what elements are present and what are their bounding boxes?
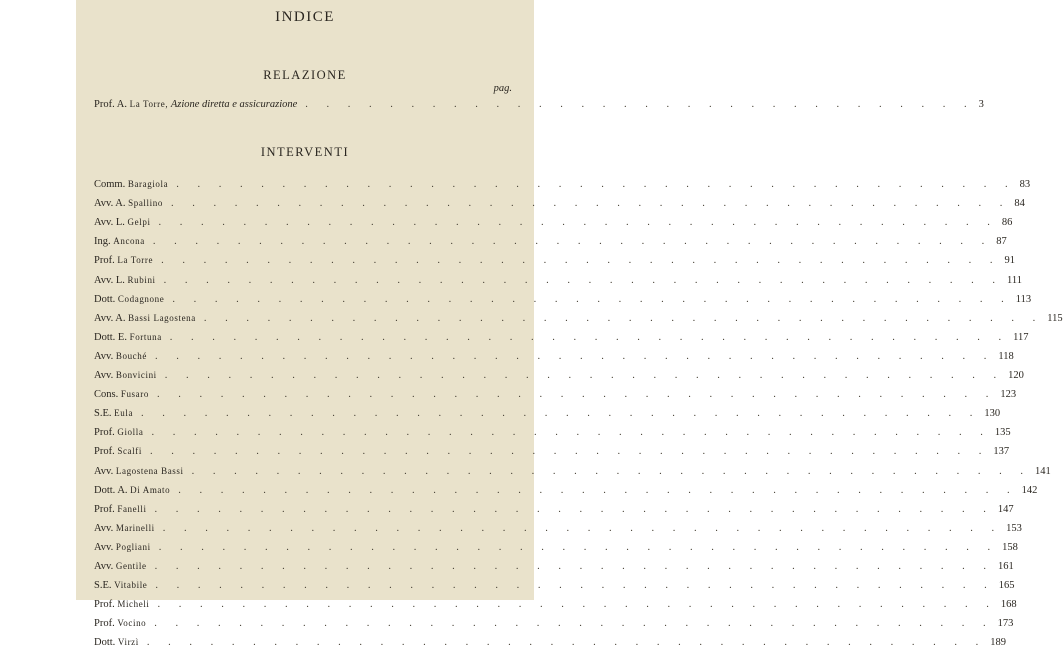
interventi-heading: INTERVENTI <box>260 145 350 159</box>
entry-page: 141 <box>1035 465 1051 477</box>
dot-leader: . . . . . . . . . . . . . . . . . . . . . . . . . . . . . . . . . . . . . . . . <box>178 484 1018 496</box>
dot-leader: . . . . . . . . . . . . . . . . . . . . . . . . . . . . . . . . . . . . . . . . <box>162 522 1003 534</box>
entry-author: Fanelli <box>117 503 147 514</box>
dot-leader: . . . . . . . . . . . . . . . . . . . . . . . . . . . . . . . . . . . . . . . . <box>146 637 987 649</box>
dot-leader: . . . . . . . . . . . . . . . . . . . . . . . . . . . . . . . . . . . . . . . . <box>149 446 990 458</box>
entry-prefix: S.E. <box>94 580 115 592</box>
entry-author: Fortuna <box>129 331 162 342</box>
dot-leader: . . . . . . . . . . . . . . . . . . . . . . . . . . . . . . . . . . . . . . . . <box>154 561 994 572</box>
dot-leader: . . . . . . . . . . . . . . . . . . . . . . . . . . . . . . . . . . . . . . . . <box>154 350 995 362</box>
dot-leader: . . . . . . . . . . . . . . . . . . . . . . . . . . . . . . . . . . . . . . . . <box>152 236 993 248</box>
dot-leader: . . . . . . . . . . . . . . . . . . . . . . . . . . . . . . . . . . . . . . . . <box>158 541 999 553</box>
entry-label <box>94 461 184 482</box>
entry-label <box>94 632 139 653</box>
dot-leader: . . . . . . . . . . . . . . . . . . . . . . . . . . . . . . . . . . . . . . . . <box>203 312 1044 324</box>
intervento-entry <box>94 231 1007 251</box>
entry-label <box>94 384 149 405</box>
entry-author: Pogliani <box>115 541 151 552</box>
dot-leader: . . . . . . . . . . . . . . . . . . . . . . . . . . . . . . . . . . . . . . . . <box>172 293 1012 305</box>
entry-page: 91 <box>1004 255 1015 267</box>
entry-label <box>94 441 142 462</box>
entry-page: 117 <box>1013 331 1029 343</box>
entry-author: Fusaro <box>120 389 149 400</box>
dot-leader: . . . . . . . . . . . . . . . . . . . . . . . . . . . . . . . . . . . . . . . . <box>164 370 1005 381</box>
entry-author: Vitabile <box>114 580 148 591</box>
entry-label <box>94 365 157 386</box>
entry-prefix: Avv. <box>94 522 116 534</box>
book-page <box>76 0 1063 649</box>
dot-leader: . . . . . . . . . . . . . . . . . . . . . . . . . . . . . . . . . . . . . . . . <box>157 599 997 611</box>
entry-label <box>94 518 155 539</box>
entry-author: Bassi Lagostena <box>128 312 196 323</box>
entry-page: 87 <box>996 236 1007 248</box>
intervento-entry <box>94 632 1006 652</box>
intervento-entry <box>94 461 1051 481</box>
entry-author: Codagnone <box>117 293 165 304</box>
entry-label <box>94 537 151 558</box>
entry-prefix: Comm. <box>94 179 128 190</box>
entry-prefix: Cons. <box>94 389 121 401</box>
entry-page: 142 <box>1021 484 1038 496</box>
entry-author: Gelpi <box>127 217 151 228</box>
entry-prefix: Avv. <box>94 561 116 572</box>
entry-prefix: Prof. <box>94 618 118 630</box>
dot-leader: . . . . . . . . . . . . . . . . . . . . . . . . . . . . . . . . . . . . . . . . <box>169 331 1010 343</box>
intervento-entry <box>94 441 1010 461</box>
entry-author: Di Amato <box>130 484 171 495</box>
entry-prefix: Avv. A. <box>94 312 129 324</box>
intervento-entry <box>94 327 1029 347</box>
entry-prefix: Dott. A. <box>94 484 131 496</box>
entry-label <box>94 212 151 233</box>
entry-label <box>94 575 147 596</box>
intervento-entry <box>94 518 1022 538</box>
entry-page: 86 <box>1001 217 1013 229</box>
intervento-entry <box>94 575 1015 595</box>
dot-leader: . . . . . . . . . . . . . . . . . . . . . . . . . . . . . . . . . . . . . . . . <box>191 465 1031 477</box>
dot-leader: . . . . . . . . . . . . . . . . . . . . . . . . . . . . . . . . . . . . . . . . <box>156 389 997 401</box>
relazione-entry <box>94 94 984 114</box>
dot-leader: . . . . . . . . . . . . . . . . . . . . . . . . . . . . . . . . . . . . . . . . <box>154 618 994 630</box>
dot-leader: . . . . . . . . . . . . . . . . . . . . . . . . . . . . . . . . . . . . . . . . <box>163 274 1004 286</box>
entry-author: Bouché <box>115 350 147 361</box>
entry-page: 84 <box>1014 198 1025 210</box>
entry-label <box>94 231 145 252</box>
entry-page: 135 <box>994 427 1011 439</box>
entry-label <box>94 270 156 291</box>
entry-label <box>94 556 147 577</box>
entry-prefix: Prof. <box>94 503 118 515</box>
entry-page: 118 <box>998 350 1014 362</box>
dot-leader: . . . . . . . . . . . . . . . . . . . . . . . . . . . . . . . . . . . . . . . . <box>141 408 981 420</box>
entry-label <box>94 613 146 634</box>
entry-prefix: Prof. <box>94 599 118 611</box>
intervento-entry <box>94 594 1017 614</box>
entry-prefix: Prof. <box>94 427 118 439</box>
entry-label <box>94 422 143 443</box>
entry-page: 111 <box>1007 274 1023 286</box>
entry-author: Eula <box>114 408 134 419</box>
intervento-entry <box>94 193 1025 213</box>
entry-prefix: Prof. <box>94 255 118 267</box>
entry-prefix: Ing. <box>94 236 114 248</box>
entry-prefix: Dott. E. <box>94 331 130 343</box>
entry-page: 161 <box>997 561 1014 572</box>
entry-author: Virzì <box>117 637 139 648</box>
entry-page: 113 <box>1015 293 1032 305</box>
entry-page: 168 <box>1000 599 1017 611</box>
entry-page: 83 <box>1019 179 1031 190</box>
entry-page: 123 <box>1000 389 1017 401</box>
entry-label <box>94 327 162 348</box>
intervento-entry <box>94 422 1011 442</box>
entry-author: La Torre, <box>129 99 169 109</box>
entry-page: 165 <box>998 580 1015 592</box>
entry-label <box>94 174 168 195</box>
entry-prefix: Avv. <box>94 465 116 477</box>
entry-author: Micheli <box>117 599 150 610</box>
entry-label <box>94 250 153 271</box>
entry-author: Baragiola <box>127 179 169 189</box>
intervento-entry <box>94 556 1014 576</box>
intervento-entry <box>94 212 1013 232</box>
entry-prefix: Avv. <box>94 370 116 381</box>
relazione-heading: RELAZIONE <box>263 68 347 82</box>
entry-page: 130 <box>984 408 1001 420</box>
entry-label <box>94 193 163 214</box>
entry-prefix: Prof. A. <box>94 99 130 110</box>
entry-prefix: Dott. <box>94 637 118 649</box>
entry-label <box>94 499 147 520</box>
intervento-entry <box>94 384 1017 404</box>
entry-prefix: Avv. <box>94 350 116 362</box>
entry-page: 189 <box>990 637 1006 649</box>
page-title: INDICE <box>275 9 335 25</box>
dot-leader: . . . . . . . . . . . . . . . . . . . . . . . . . . . . . . . . . . . . . . . . <box>151 427 991 439</box>
entry-work-title: Azione diretta e assicurazione <box>170 99 298 110</box>
entry-label <box>94 594 150 615</box>
entry-author: Ancona <box>113 236 145 247</box>
entry-author: Bonvicini <box>115 370 157 380</box>
dot-leader: . . . . . . . . . . . . . . . . . . . . . . . . . . . . . . . . . . . . . . . . <box>176 179 1016 190</box>
entry-author: Giolla <box>117 427 144 438</box>
intervento-entry <box>94 270 1023 290</box>
intervento-entry <box>94 613 1014 633</box>
entry-label <box>94 94 297 115</box>
dot-leader: . . . . . . . . . . . . . . . . . . . . . . . . . . . . . . . . <box>305 99 975 110</box>
entry-label <box>94 480 170 501</box>
intervento-entry <box>94 308 1063 328</box>
dot-leader: . . . . . . . . . . . . . . . . . . . . . . . . . . . . . . . . . . . . . . . . <box>158 217 998 229</box>
intervento-entry <box>94 289 1032 309</box>
entry-prefix: Dott. <box>94 293 118 305</box>
entry-prefix: Avv. A. <box>94 198 129 210</box>
entry-label <box>94 308 196 329</box>
entry-prefix: Avv. L. <box>94 274 128 286</box>
entry-prefix: Prof. <box>94 446 118 458</box>
dot-leader: . . . . . . . . . . . . . . . . . . . . . . . . . . . . . . . . . . . . . . . . <box>154 503 994 515</box>
entry-label <box>94 346 147 367</box>
entry-page: 137 <box>993 446 1010 458</box>
dot-leader: . . . . . . . . . . . . . . . . . . . . . . . . . . . . . . . . . . . . . . . . <box>155 580 995 592</box>
intervento-entry <box>94 480 1038 500</box>
entry-page: 173 <box>997 618 1014 630</box>
entry-author: Spallino <box>128 198 163 209</box>
entry-author: Vocino <box>117 618 147 629</box>
entry-label <box>94 289 164 310</box>
entry-page: 115 <box>1047 312 1063 324</box>
entry-page: 153 <box>1006 522 1022 534</box>
entry-prefix: S.E. <box>94 408 115 420</box>
entry-author: Gentile <box>115 561 147 571</box>
entry-author: Rubini <box>127 274 156 285</box>
entry-page: 3 <box>978 99 984 110</box>
entry-page: 158 <box>1002 541 1018 553</box>
intervento-entry <box>94 499 1014 519</box>
entry-page: 147 <box>997 503 1014 515</box>
intervento-entry <box>94 365 1024 385</box>
intervento-entry <box>94 174 1031 194</box>
entry-page: 120 <box>1008 370 1024 381</box>
dot-leader: . . . . . . . . . . . . . . . . . . . . . . . . . . . . . . . . . . . . . . . . <box>170 198 1011 210</box>
entry-prefix: Avv. L. <box>94 217 128 229</box>
intervento-entry <box>94 403 1001 423</box>
entry-label <box>94 403 133 424</box>
entry-author: Lagostena Bassi <box>115 465 184 476</box>
entry-prefix: Avv. <box>94 541 116 553</box>
intervento-entry <box>94 250 1015 270</box>
intervento-entry <box>94 537 1018 557</box>
entry-author: Marinelli <box>115 522 155 533</box>
entry-author: Scalfi <box>117 446 142 457</box>
intervento-entry <box>94 346 1014 366</box>
pag-label: pag. <box>493 83 512 94</box>
dot-leader: . . . . . . . . . . . . . . . . . . . . . . . . . . . . . . . . . . . . . . . . <box>161 255 1001 267</box>
entry-author: La Torre <box>117 255 154 266</box>
